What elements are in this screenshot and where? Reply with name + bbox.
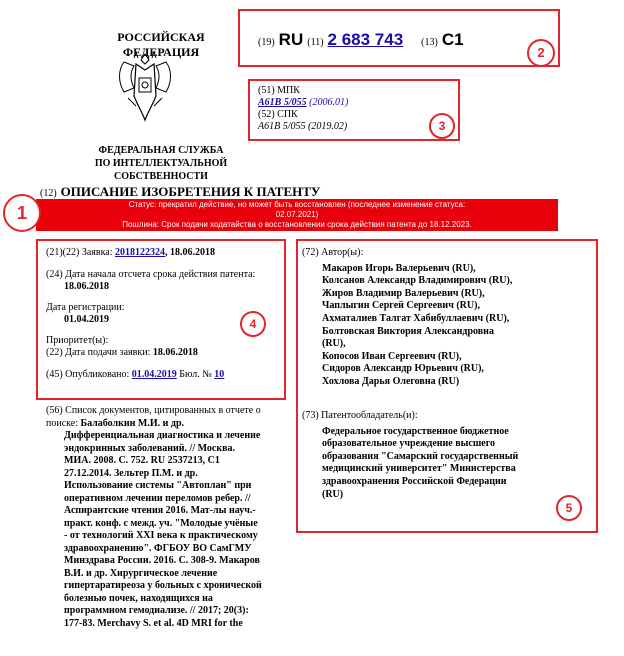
spk-label: (52) СПК — [258, 109, 298, 120]
application-info — [46, 247, 255, 381]
reference-line: 177-83. Merchavy S. et al. 4D MRI for the — [64, 617, 243, 629]
author-line: Жиров Владимир Валерьевич (RU), — [322, 287, 485, 299]
reference-line: Использование системы "Автоплан" при — [64, 480, 252, 491]
references-label-line2: поиске: — [46, 417, 78, 429]
authors-list — [302, 263, 512, 389]
owners-label: (73) Патентообладатель(и): — [302, 410, 418, 421]
author-line: Колсанов Александр Владимирович (RU), — [322, 275, 513, 287]
filing-label: (22) Дата подачи заявки: — [46, 347, 151, 358]
reference-line: - от технологий XXI века к практическому — [64, 530, 258, 541]
callout-5: 5 — [556, 495, 582, 521]
author-line: Копосов Иван Сергеевич (RU), — [322, 350, 462, 362]
bull-label: Бюл. № — [179, 369, 212, 380]
app-date: , 18.06.2018 — [165, 247, 216, 258]
reference-line: практ. конф. с межд. уч. "Молодые учёные — [64, 517, 258, 529]
owners-list — [302, 426, 518, 502]
author-line: Ахматалиев Талгат Хабибуллаевич (RU), — [322, 312, 510, 324]
pub-date-link[interactable]: 01.04.2019 — [131, 369, 177, 380]
author-line: (RU), — [322, 338, 346, 350]
mpk-version: (2006.01) — [309, 97, 349, 108]
patent-number-line — [258, 30, 464, 50]
author-line: Хохлова Дарья Олеговна (RU) — [322, 375, 460, 387]
reference-line: здравоохранению". ФГБОУ ВО СамГМУ — [64, 542, 252, 554]
owner-line: здравоохранения Российской Федерации — [322, 475, 507, 487]
country-name: РОССИЙСКАЯ ФЕДЕРАЦИЯ — [117, 30, 205, 59]
coat-of-arms-icon — [114, 48, 176, 126]
patent-number-link[interactable]: 2 683 743 — [327, 30, 404, 49]
owner-line: образования "Самарский государственный — [322, 450, 519, 462]
reference-line: программном гемодиализе. // 2017; 20(3): — [64, 605, 249, 616]
title-text: ОПИСАНИЕ ИЗОБРЕТЕНИЯ К ПАТЕНТУ — [60, 184, 321, 199]
owners-section — [302, 410, 518, 501]
priority-label: Приоритет(ы): — [46, 335, 109, 346]
filing-date: 18.06.2018 — [152, 347, 198, 358]
spk-value: A61B 5/055 (2019.02) — [258, 121, 348, 132]
reference-line: Аспирантские чтения 2016. Мат-лы науч.- — [64, 505, 256, 516]
references-section — [46, 405, 291, 630]
agency-name — [86, 144, 236, 183]
app-number-link[interactable]: 2018122324 — [115, 247, 166, 258]
callout-2: 2 — [527, 39, 555, 67]
term-label: (24) Дата начала отсчета срока действия патента: — [46, 269, 256, 280]
code-11: (11) — [307, 37, 324, 48]
status-line1: Статус: прекратил действие, но может быть восстановлен (последнее изменение статуса: — [128, 200, 466, 209]
reference-line-0: Балаболкин М.И. и др. — [80, 417, 185, 429]
classification — [258, 85, 348, 133]
reference-lines — [46, 430, 291, 630]
app-label: (21)(22) Заявка: — [46, 247, 113, 258]
reg-date: 01.04.2019 — [64, 314, 109, 325]
reference-line: Минздрава России. 2016. С. 308-9. Макаров — [64, 555, 260, 566]
reference-line: В.И. и др. Хирургическое лечение — [64, 567, 218, 579]
reference-line: оперативном лечении переломов ребер. // — [64, 492, 251, 504]
callout-1: 1 — [3, 194, 41, 232]
reference-line: эндокринных заболеваний. // Москва. — [64, 442, 236, 454]
reference-line: гипертаратиреоза у больных с хронической — [64, 580, 262, 591]
code-13: (13) — [421, 37, 438, 48]
kind-code: C1 — [441, 30, 464, 49]
mpk-code-link[interactable]: A61B 5/055 — [258, 97, 307, 108]
country-code: RU — [278, 30, 304, 49]
status-line3: Пошлина: Срок подачи ходатайства о восстановлении срока действия патента до 18.12.2023. — [122, 220, 472, 229]
callout-3: 3 — [429, 113, 455, 139]
callout-4: 4 — [240, 311, 266, 337]
reg-label: Дата регистрации: — [46, 302, 125, 313]
owner-line: (RU) — [322, 488, 344, 500]
author-line: Макаров Игорь Валерьевич (RU), — [322, 262, 476, 274]
status-line2: 02.07.2021) — [275, 210, 319, 219]
title-code: (12) — [40, 188, 57, 199]
authors-label: (72) Автор(ы): — [302, 247, 364, 258]
mpk-label: (51) МПК — [258, 85, 300, 96]
reference-line: болезнью почек, находящихся на — [64, 592, 213, 604]
agency-line2: ПО ИНТЕЛЛЕКТУАЛЬНОЙ СОБСТВЕННОСТИ — [94, 158, 228, 182]
author-line: Чаплыгин Сергей Сергеевич (RU), — [322, 300, 480, 312]
reference-line: 27.12.2014. Зельтер П.М. и др. — [64, 467, 198, 479]
author-line: Болтовская Виктория Александровна — [322, 325, 494, 337]
author-line: Сидоров Александр Юрьевич (RU), — [322, 363, 484, 375]
bull-number-link[interactable]: 10 — [214, 369, 225, 380]
term-date: 18.06.2018 — [64, 281, 109, 292]
code-19: (19) — [258, 37, 275, 48]
reference-line: Дифференциальная диагностика и лечение — [64, 430, 261, 441]
reference-line: МИА. 2008. С. 752. RU 2537213, C1 — [64, 455, 220, 466]
status-banner — [36, 199, 558, 231]
pub-label: (45) Опубликовано: — [46, 369, 130, 380]
authors-section — [302, 247, 512, 389]
agency-line1: ФЕДЕРАЛЬНАЯ СЛУЖБА — [98, 145, 224, 156]
references-label-line1: (56) Список документов, цитированных в отчете о — [46, 405, 261, 416]
owner-line: Федеральное государственное бюджетное — [322, 425, 509, 437]
owner-line: образовательное учреждение высшего — [322, 438, 496, 450]
owner-line: медицинский университет" Министерства — [322, 463, 516, 475]
